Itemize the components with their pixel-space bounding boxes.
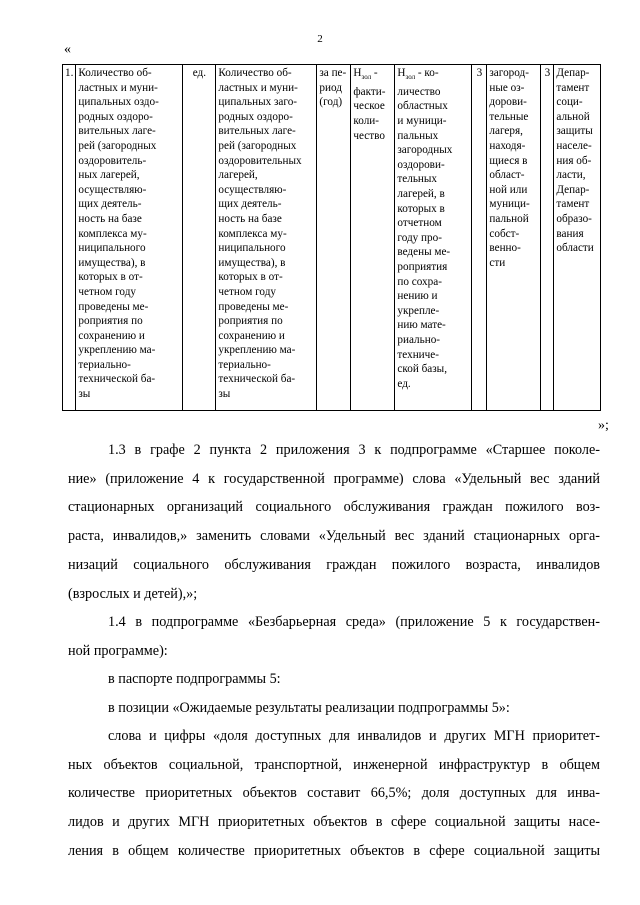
text-line: низаций социального обслуживания граждан пожилого возраста, инвалидов xyxy=(68,556,600,573)
opening-quote: « xyxy=(64,42,71,57)
text-line: 1.3 в графе 2 пункта 2 приложения 3 к подпрограмме «Старшее поколе- xyxy=(108,442,600,458)
text-line: (взрослых и детей),»; xyxy=(68,585,198,602)
variable-long-cell xyxy=(395,65,472,411)
unit-cell xyxy=(183,65,216,411)
variable-subscript-2: зол xyxy=(405,73,416,82)
text-line: слова и цифры «доля доступных для инвалидов и других МГН приоритет- xyxy=(108,728,600,744)
variable-symbol-2: H xyxy=(397,67,406,79)
paragraph-1-3 xyxy=(68,436,600,608)
variable-short-cell xyxy=(351,65,395,411)
text-line: ние» (приложение 4 к государственной программе) слова «Удельный вес зданий xyxy=(68,470,600,487)
text-line: ных объектов социальной, транспортной, инженерной инфраструктур в общем xyxy=(68,756,600,773)
source-cell xyxy=(487,65,541,411)
variable-symbol: H xyxy=(353,67,362,79)
responsible-body: Депар- тамент соци- альной защиты населе- ния об- ласти, Депар- тамент образо- вания области xyxy=(556,67,594,255)
closing-quote: »; xyxy=(598,418,609,433)
code-1: 3 xyxy=(476,67,483,79)
code-cell-1 xyxy=(472,65,487,411)
paragraph-position xyxy=(68,694,600,723)
responsible-cell xyxy=(554,65,601,411)
text-line: количестве приоритетных объектов составит 66,5%; доля доступных для инва- xyxy=(68,785,600,802)
row-number-cell xyxy=(63,65,76,411)
variable-short-def: - факти- ческое коли- чество xyxy=(353,67,386,142)
text-line: лидов и других МГН приоритетных объектов в сфере социальной защиты насе- xyxy=(68,814,600,831)
indicator-definition-cell xyxy=(216,65,317,411)
indicator-table xyxy=(62,64,601,411)
text-line: стационарных организаций социального обслуживания граждан пожилого воз- xyxy=(68,499,600,516)
unit: ед. xyxy=(192,67,207,79)
text-line: в позиции «Ожидаемые результаты реализации подпрограммы 5»: xyxy=(108,700,510,716)
data-source: загород- ные оз- дорови- тельные лагеря, находя- щиеся в област- ной или муници- пальной собст- венно- сти xyxy=(489,67,530,269)
period: за пе- риод (год) xyxy=(319,67,347,109)
indicator-definition: Количество об- ластных и муни- ципальных заго- родных оздоро- вительных лаге- рей (загородных оздоровительных лагерей, осуществляю- щих деятель- ность на базе комплекса му- ниципального имущества), в которых в от- четном году проведены ме- роприятия по сохранению и укреплению ма- териально- технической ба- зы xyxy=(218,67,302,401)
variable-subscript: зол xyxy=(361,73,372,82)
indicator-name-cell xyxy=(76,65,183,411)
text-line: ной программе): xyxy=(68,642,168,659)
indicator-name: Количество об- ластных и муни- ципальных оздо- родных оздоро- вительных лаге- рей (загородных оздоровитель- ных лагерей, осуществляю- щих деятель- ность на базе комплекса му- ниципального имущества), в которых в от- четном году проведены ме- роприятия по сохранению и укреплению ма- териально- технической ба- зы xyxy=(78,67,159,401)
page-number: 2 xyxy=(317,33,323,45)
table-row xyxy=(63,65,601,411)
code-cell-2 xyxy=(541,65,554,411)
text-line: 1.4 в подпрограмме «Безбарьерная среда» (приложение 5 к государствен- xyxy=(108,614,600,630)
paragraph-words xyxy=(68,722,600,866)
paragraph-passport xyxy=(68,665,600,694)
code-2: 3 xyxy=(544,67,551,79)
text-line: раста, инвалидов,» заменить словами «Удельный вес зданий стационарных орга- xyxy=(68,528,600,545)
variable-long-def: - ко- личество областных и муници- пальных загородных оздорови- тельных лагерей, в которых в отчетном году про- ведены ме- роприятия по сохра- нению и укрепле- нию мате- риально- техниче- ской базы, ед. xyxy=(397,67,453,390)
row-number: 1. xyxy=(65,67,74,79)
period-cell xyxy=(317,65,351,411)
text-line: ления в общем количестве приоритетных объектов в сфере социальной защиты xyxy=(68,842,600,859)
text-line: в паспорте подпрограммы 5: xyxy=(108,671,281,687)
paragraph-1-4 xyxy=(68,608,600,665)
